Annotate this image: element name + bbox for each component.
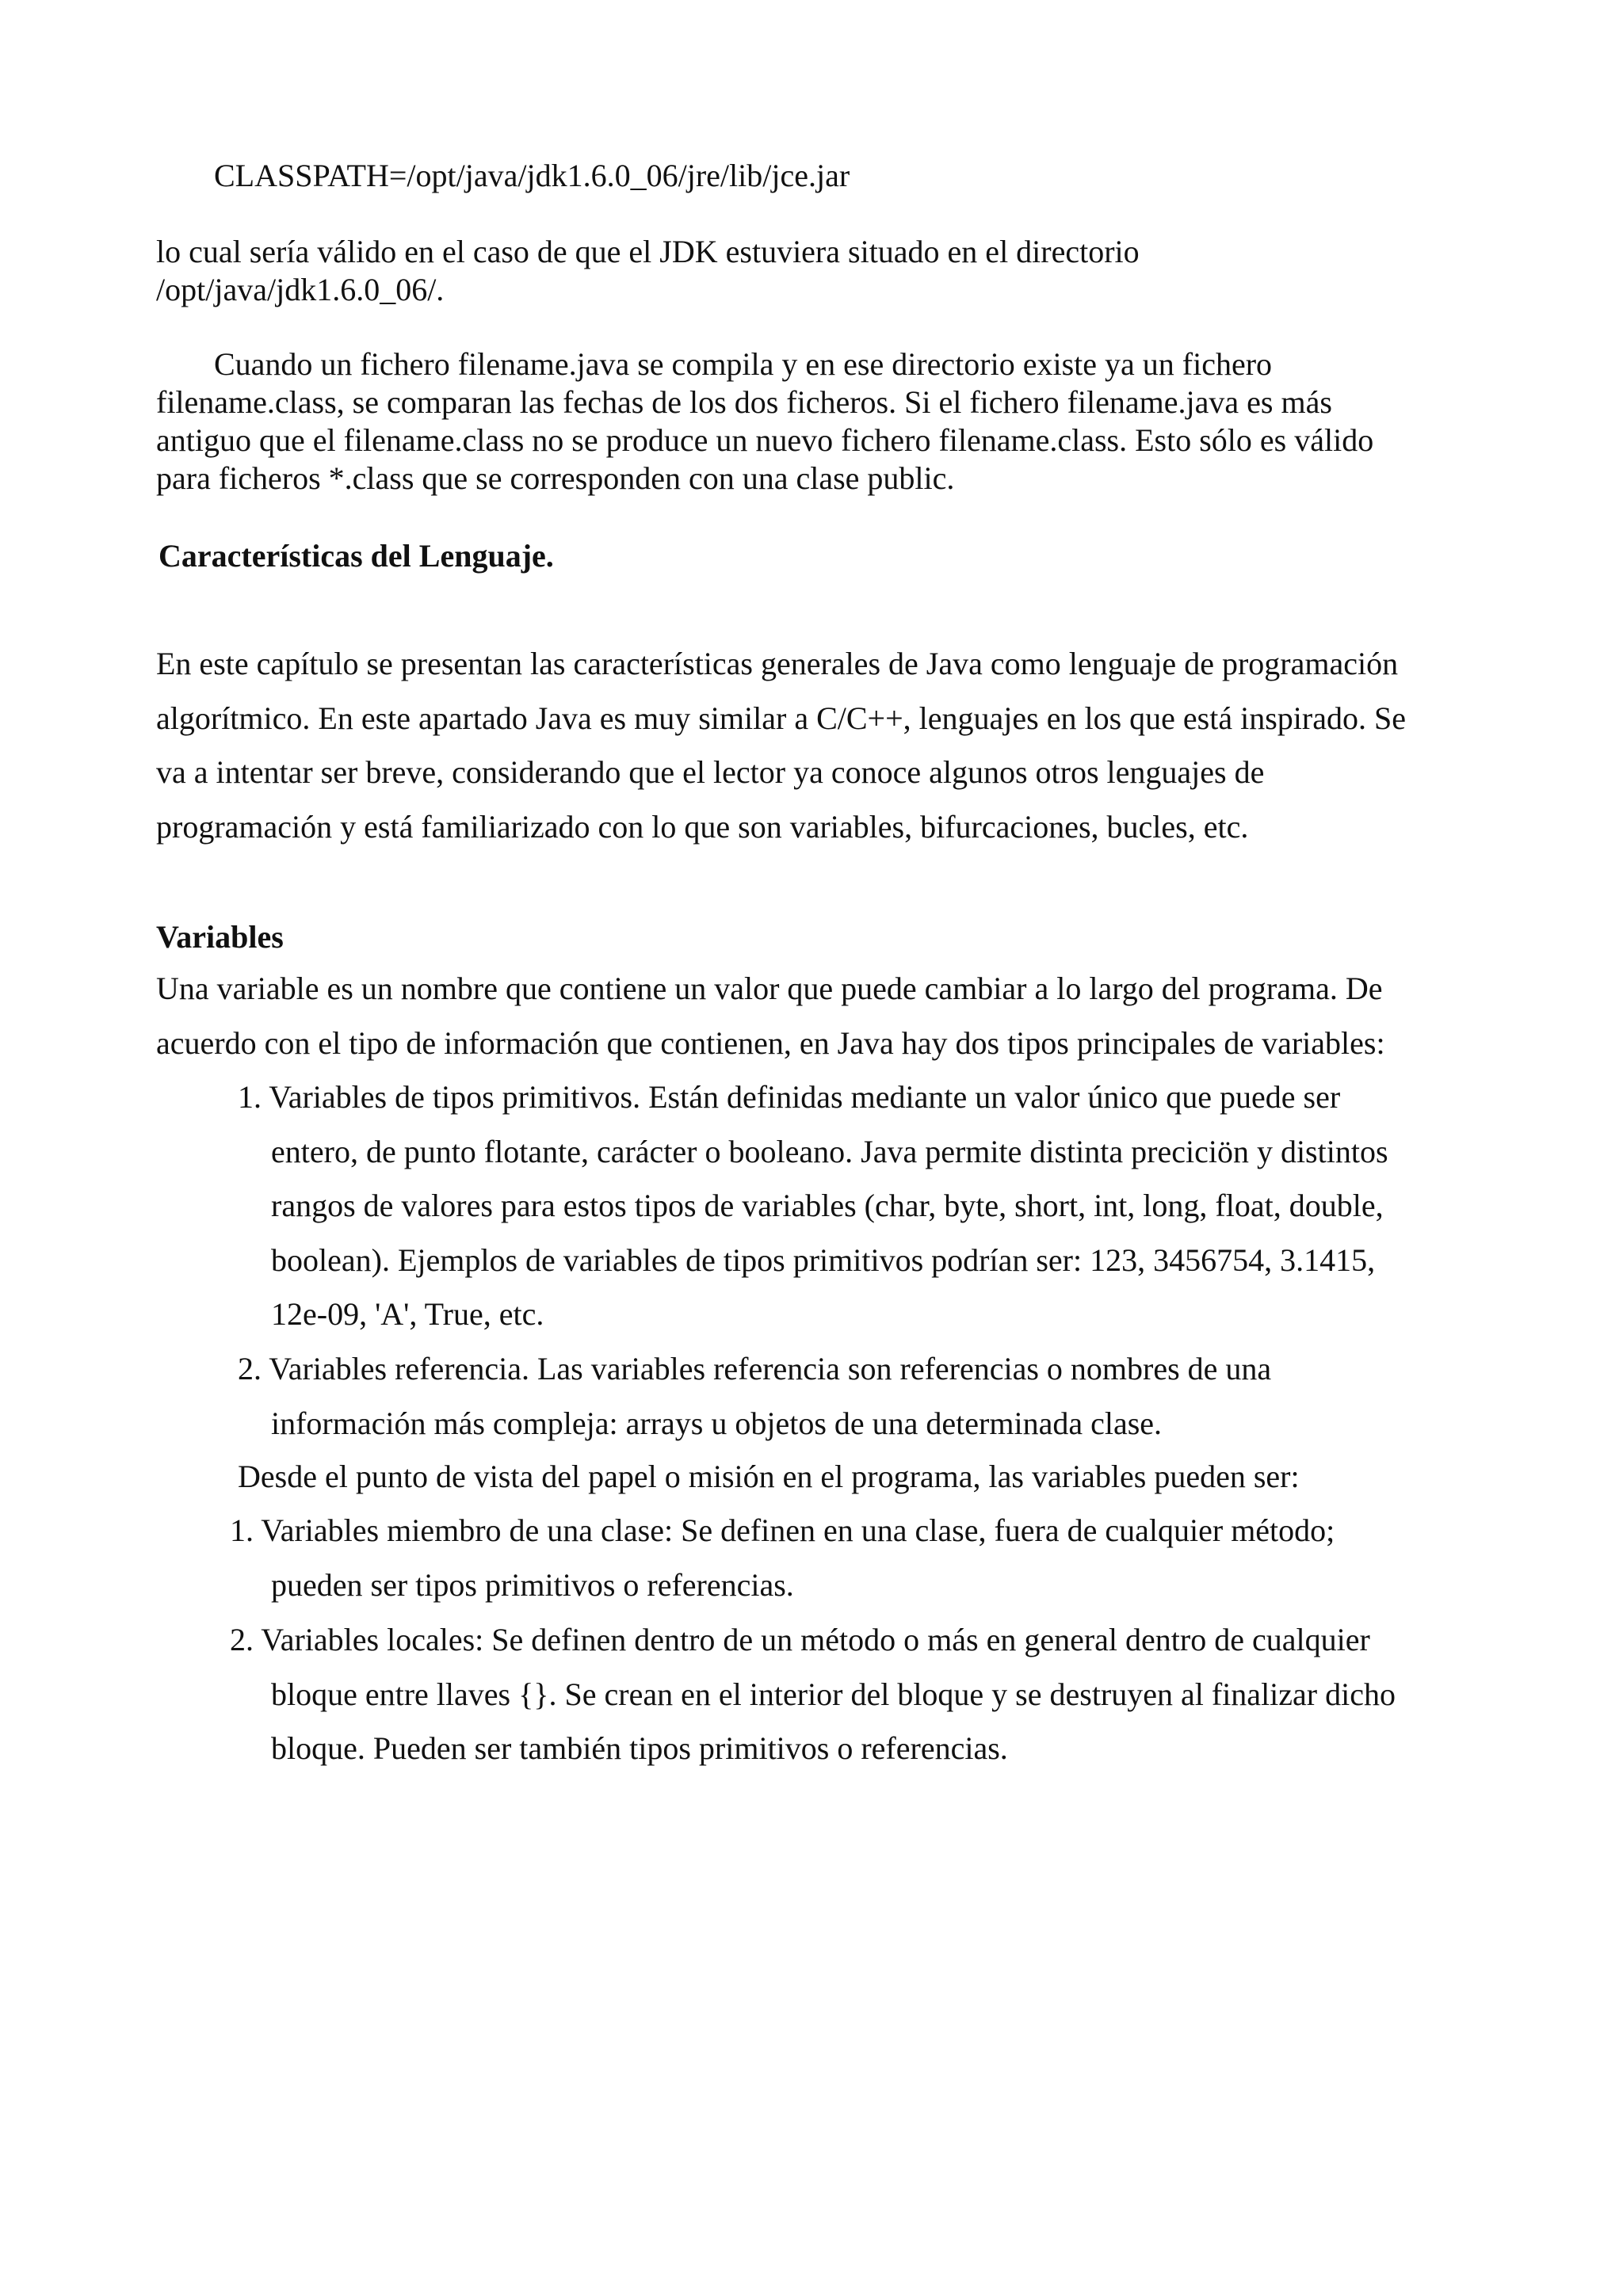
paragraph-intro <box>156 637 1406 854</box>
list-text: Variables de tipos primitivos. Están definidas mediante un valor único que puede ser <box>269 1079 1341 1115</box>
list-text: pueden ser tipos primitivos o referencias. <box>271 1566 794 1603</box>
list-text: entero, de punto flotante, carácter o booleano. Java permite distinta preciciön y distintos <box>271 1133 1388 1169</box>
list-line <box>230 1613 1396 1668</box>
text-line: filename.class, se comparan las fechas de los dos ficheros. Si el fichero filename.java es más <box>156 384 1332 420</box>
list-number: 2. <box>230 1622 254 1657</box>
list-text: 12e-09, 'A', True, etc. <box>271 1296 544 1332</box>
list-line <box>238 1342 1271 1397</box>
text-line: lo cual sería válido en el caso de que el JDK estuviera situado en el directorio <box>156 234 1140 269</box>
text-line: va a intentar ser breve, considerando que el lector ya conoce algunos otros lenguajes de <box>156 754 1265 790</box>
text-line: para ficheros *.class que se corresponden con una clase public. <box>156 460 955 496</box>
list-text: Variables miembro de una clase: Se definen en una clase, fuera de cualquier método; <box>261 1512 1335 1548</box>
text-line: Una variable es un nombre que contiene un valor que puede cambiar a lo largo del programa. De <box>156 971 1383 1006</box>
text-line: antiguo que el filename.class no se produce un nuevo fichero filename.class. Esto sólo es válido <box>156 422 1374 458</box>
heading-variables: Variables <box>156 919 284 955</box>
list-number: 1. <box>238 1079 262 1115</box>
list-item-reference-types <box>238 1342 1271 1451</box>
text-line: /opt/java/jdk1.6.0_06/. <box>156 272 445 307</box>
text-line: programación y está familiarizado con lo que son variables, bifurcaciones, bucles, etc. <box>156 808 1249 845</box>
text-line: algorítmico. En este apartado Java es muy similar a C/C++, lenguajes en los que está inspirado. Se <box>156 700 1406 736</box>
list-text: Variables referencia. Las variables referencia son referencias o nombres de una <box>269 1351 1272 1386</box>
list-number: 1. <box>230 1512 254 1548</box>
list-text: boolean). Ejemplos de variables de tipos primitivos podrían ser: 123, 3456754, 3.1415, <box>271 1241 1376 1278</box>
paragraph-variables <box>156 962 1385 1070</box>
list-line <box>238 1070 1388 1125</box>
heading-characteristics: Características del Lenguaje. <box>158 538 554 574</box>
paragraph-role: Desde el punto de vista del papel o misión en el programa, las variables pueden ser: <box>238 1459 1300 1494</box>
text-line: En este capítulo se presentan las características generales de Java como lenguaje de programación <box>156 646 1399 681</box>
paragraph-valid-directory <box>156 233 1140 309</box>
text-line: Cuando un fichero filename.java se compila y en ese directorio existe ya un fichero <box>214 346 1273 382</box>
list-item-member-variables <box>230 1504 1335 1612</box>
list-text: Variables locales: Se definen dentro de un método o más en general dentro de cualquier <box>261 1622 1370 1657</box>
list-item-local-variables <box>230 1613 1396 1776</box>
list-line <box>230 1504 1335 1558</box>
list-text: rangos de valores para estos tipos de variables (char, byte, short, int, long, float, double, <box>271 1188 1384 1223</box>
list-text: bloque entre llaves {}. Se crean en el interior del bloque y se destruyen al finalizar dicho <box>271 1676 1396 1712</box>
list-text: información más compleja: arrays u objetos de una determinada clase. <box>271 1405 1163 1441</box>
paragraph-compile <box>156 345 1373 498</box>
classpath-line: CLASSPATH=/opt/java/jdk1.6.0_06/jre/lib/jce.jar <box>214 158 850 193</box>
list-number: 2. <box>238 1351 262 1386</box>
list-text: bloque. Pueden ser también tipos primitivos o referencias. <box>271 1730 1008 1766</box>
text-line: acuerdo con el tipo de información que contienen, en Java hay dos tipos principales de variables: <box>156 1024 1385 1061</box>
list-item-primitive-types <box>238 1070 1388 1342</box>
